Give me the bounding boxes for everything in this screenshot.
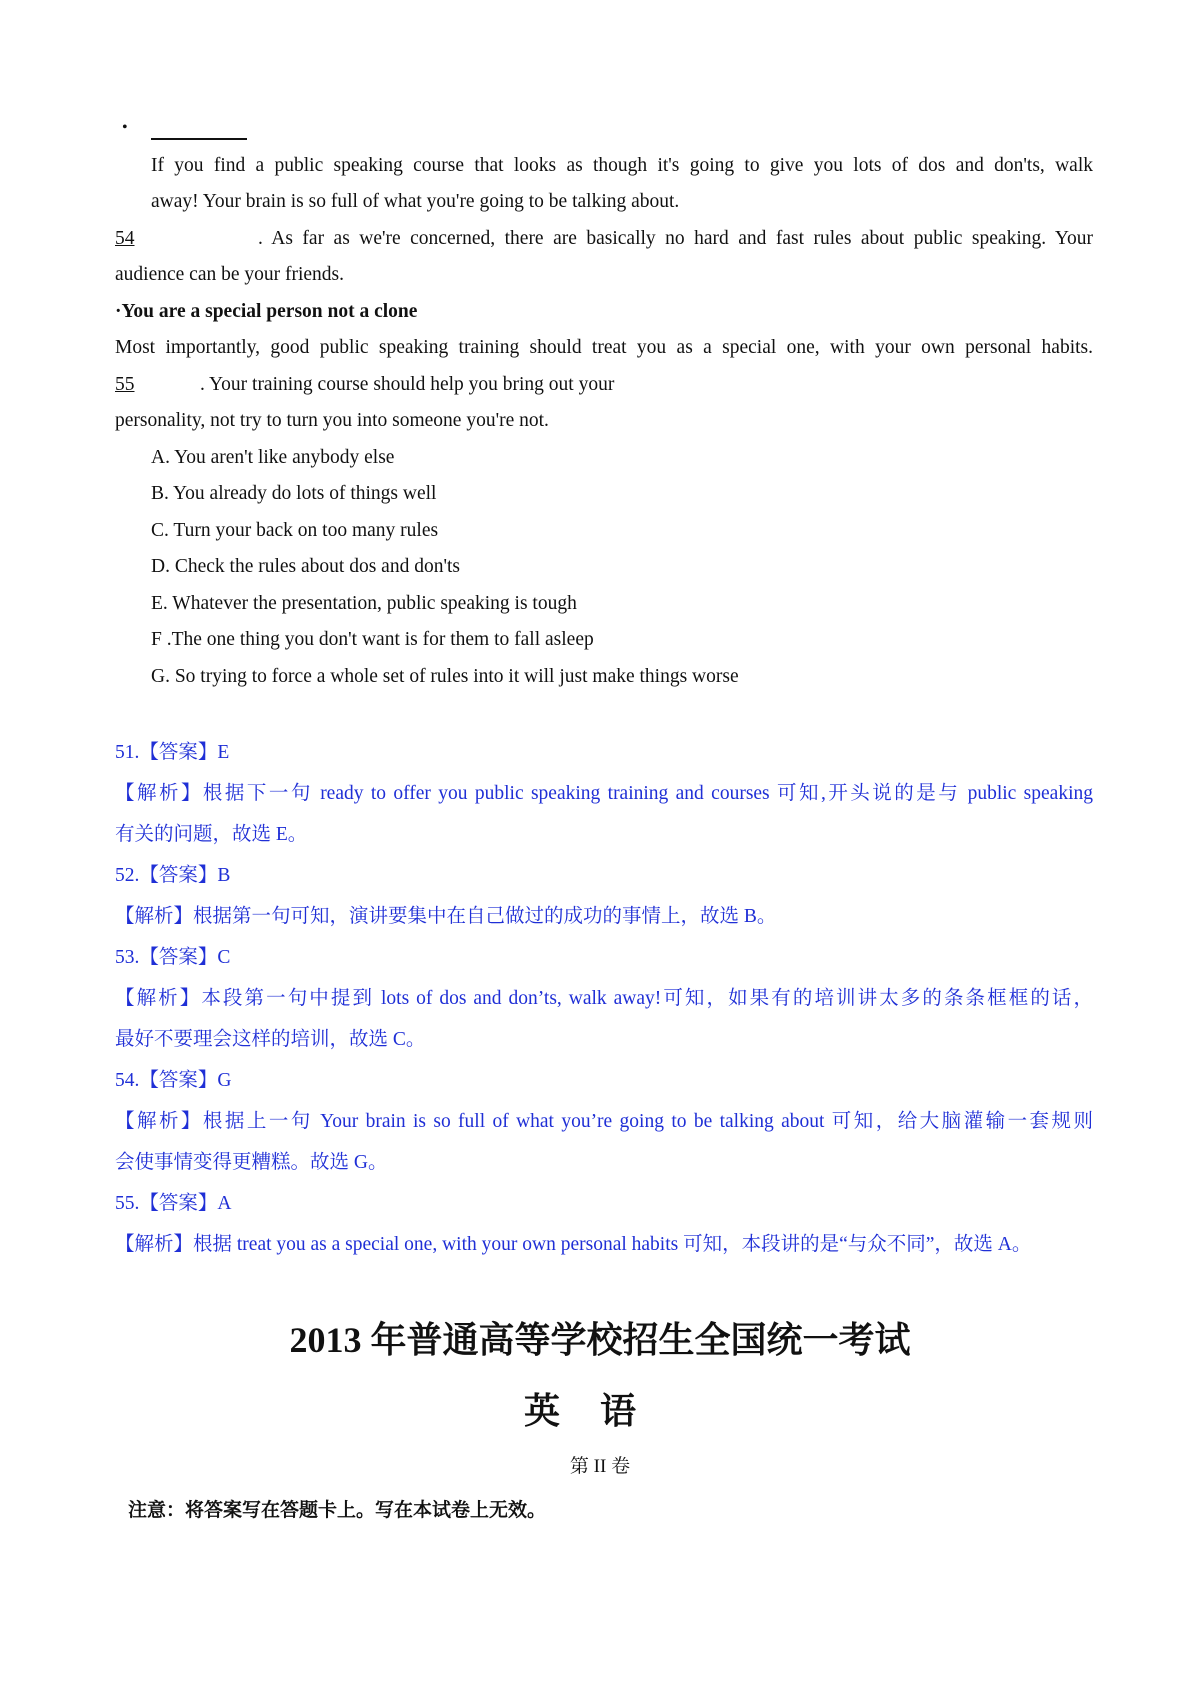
option-a: A. You aren't like anybody else <box>151 447 395 468</box>
explanation-53: 【解析】本段第一句中提到 lots of dos and don’ts, walk away!可知，如果有的培训讲太多的条条框框的话， <box>115 988 1093 1009</box>
option-d: D. Check the rules about dos and don'ts <box>151 556 460 577</box>
answer-52: 52.【答案】B <box>115 865 231 886</box>
explanation-51: 【解析】根据下一句 ready to offer you public speaking training and courses 可知,开头说的是与 public speaking <box>115 783 1093 804</box>
explanation-55: 【解析】根据 treat you as a special one, with your own personal habits 可知，本段讲的是“与众不同”，故选 A。 <box>115 1234 1032 1255</box>
explanation-52: 【解析】根据第一句可知，演讲要集中在自己做过的成功的事情上，故选 B。 <box>115 906 777 927</box>
passage-line <box>115 373 614 397</box>
option-c: C. Turn your back on too many rules <box>151 520 439 541</box>
passage-line: away! Your brain is so full of what you're going to be talking about. <box>151 191 680 212</box>
answer-53: 53.【答案】C <box>115 947 231 968</box>
option-g: G. So trying to force a whole set of rules into it will just make things worse <box>151 666 739 687</box>
passage-line: personality, not try to turn you into someone you're not. <box>115 410 549 431</box>
blank-line <box>151 138 247 140</box>
passage-line: If you find a public speaking course that looks as though it's going to give you lots of dos and don'ts, walk <box>151 155 1093 176</box>
passage-text: . As far as we're concerned, there are basically no hard and fast rules about public speaking. Your <box>258 228 1093 249</box>
blank-55: 55 <box>115 374 135 395</box>
exam-subject: 英语 <box>523 1391 676 1431</box>
option-f: F .The one thing you don't want is for them to fall asleep <box>151 629 594 650</box>
passage-line: Most importantly, good public speaking training should treat you as a special one, with your own personal habits. <box>115 337 1093 358</box>
option-b: B. You already do lots of things well <box>151 483 437 504</box>
explanation-53-cont: 最好不要理会这样的培训，故选 C。 <box>115 1029 426 1050</box>
passage-line: audience can be your friends. <box>115 264 345 285</box>
section-heading: ·You are a special person not a clone <box>115 301 418 322</box>
explanation-51-cont: 有关的问题，故选 E。 <box>115 824 308 845</box>
bullet-dot: • <box>122 119 128 136</box>
answer-54: 54.【答案】G <box>115 1070 232 1091</box>
option-e: E. Whatever the presentation, public speaking is tough <box>151 593 577 614</box>
answer-51: 51.【答案】E <box>115 742 230 763</box>
explanation-54: 【解析】根据上一句 Your brain is so full of what you’re going to be talking about 可知，给大脑灌输一套规则 <box>115 1111 1093 1132</box>
passage-line <box>115 227 1093 251</box>
explanation-54-cont: 会使事情变得更糟糕。故选 G。 <box>115 1152 388 1173</box>
blank-54: 54 <box>115 228 135 249</box>
exam-volume: 第 II 卷 <box>569 1456 631 1477</box>
exam-note: 注意：将答案写在答题卡上。写在本试卷上无效。 <box>128 1499 547 1521</box>
answer-55: 55.【答案】A <box>115 1193 232 1214</box>
passage-text: . Your training course should help you bring out your <box>200 374 615 395</box>
exam-title: 2013 年普通高等学校招生全国统一考试 <box>289 1320 911 1360</box>
